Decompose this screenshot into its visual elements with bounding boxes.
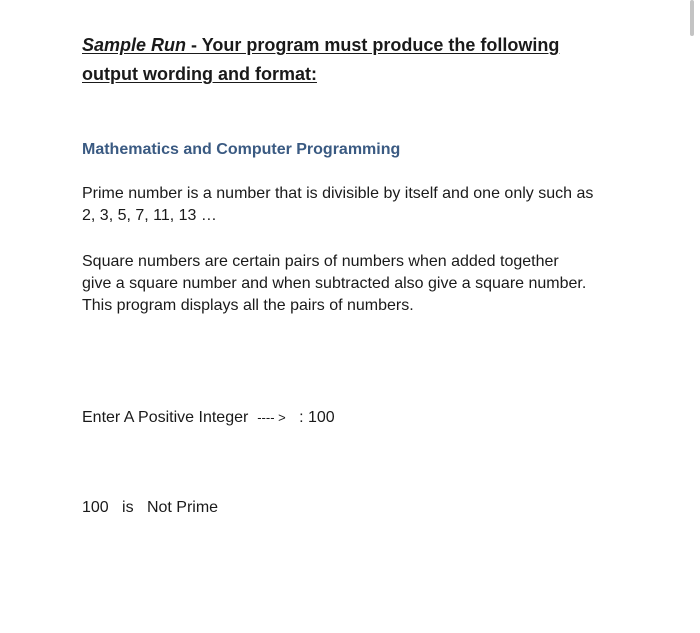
input-prompt (82, 407, 335, 429)
result-verb: is (122, 499, 134, 516)
scrollbar[interactable] (690, 0, 694, 36)
prompt-value: 100 (308, 409, 335, 426)
prime-line-1: Prime number is a number that is divisible by itself and one only such as (82, 185, 594, 202)
square-paragraph (82, 251, 630, 317)
square-line-2: give a square number and when subtracted also give a square number. (82, 275, 587, 292)
prompt-separator: : (299, 409, 304, 426)
result-status: Not Prime (146, 499, 219, 516)
result-number: 100 (82, 499, 109, 516)
prompt-label: Enter A Positive Integer (82, 409, 249, 426)
prime-line-2: 2, 3, 5, 7, 11, 13 … (82, 207, 217, 224)
square-line-3: This program displays all the pairs of numbers. (82, 297, 414, 314)
prime-paragraph (82, 183, 630, 227)
prompt-arrow: ---- > (257, 410, 286, 425)
section-title: Mathematics and Computer Programming (82, 141, 401, 158)
square-line-1: Square numbers are certain pairs of numbers when added together (82, 253, 559, 270)
heading-line2: output wording and format: (82, 64, 317, 84)
sample-run-heading (82, 31, 602, 89)
result-line (82, 497, 218, 519)
heading-italic: Sample Run (82, 35, 187, 55)
heading-line1-rest: - Your program must produce the following (186, 35, 560, 55)
